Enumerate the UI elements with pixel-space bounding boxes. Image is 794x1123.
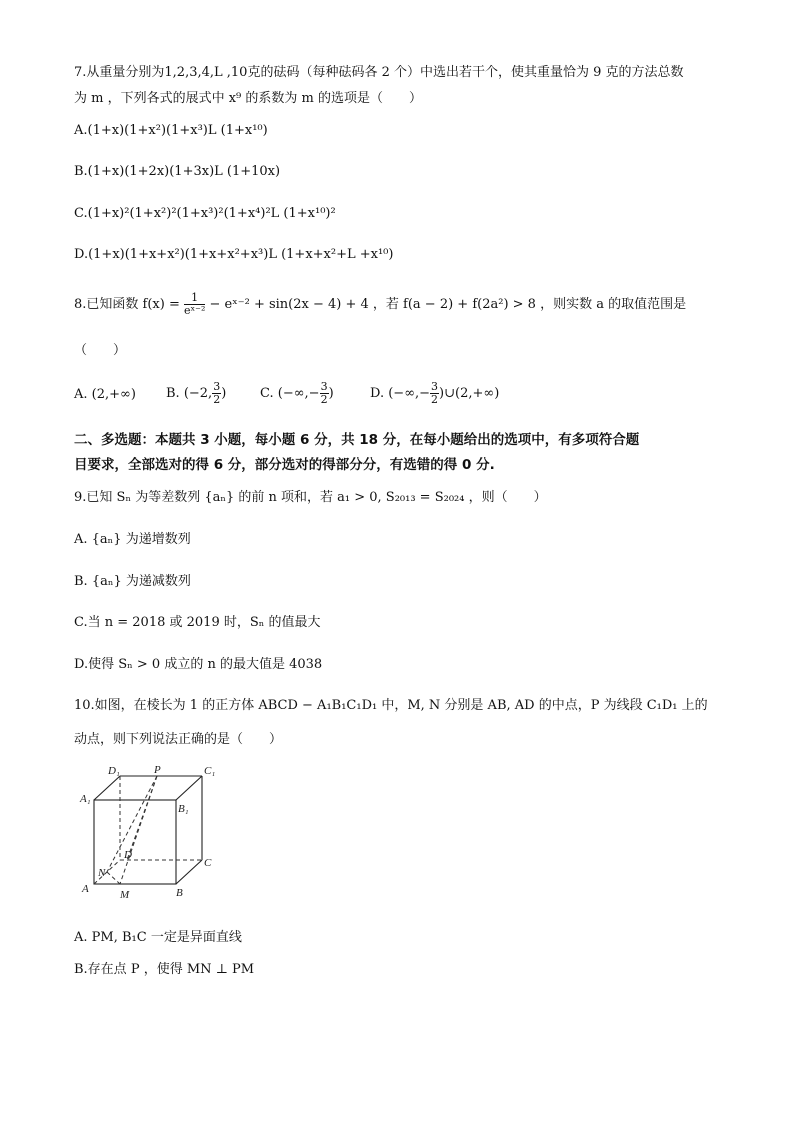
q9-option-a: A. {aₙ} 为递增数列 xyxy=(74,532,191,547)
cube-figure xyxy=(72,764,232,909)
q9-option-c: C.当 n = 2018 或 2019 时，Sₙ 的值最大 xyxy=(74,615,321,630)
q8-option-d-num: 3 xyxy=(431,380,439,393)
label-a: A xyxy=(82,883,89,895)
edge-b1-c1 xyxy=(176,776,202,800)
q7-option-b: B.(1+x)(1+2x)(1+3x)L (1+10x) xyxy=(74,164,281,179)
q9-option-b: B. {aₙ} 为递减数列 xyxy=(74,574,191,589)
q8-option-b-pre: B. (−2, xyxy=(166,386,213,401)
label-n: N xyxy=(98,867,106,879)
q8-stem xyxy=(74,292,686,317)
q7-option-a: A.(1+x)(1+x²)(1+x³)L (1+x¹⁰) xyxy=(74,123,268,138)
q8-option-c-den: 2 xyxy=(320,393,328,406)
q8-option-c xyxy=(260,381,334,406)
q8-stem-post: − eˣ⁻² + sin(2x − 4) + 4 ，若 f(a − 2) + f(2a²) > 8 ，则实数 a 的取值范围是 xyxy=(205,297,687,312)
label-d1: D₁ xyxy=(108,765,120,777)
label-p: P xyxy=(154,764,161,776)
q8-option-c-num: 3 xyxy=(320,380,328,393)
q8-option-a: A. (2,+∞) xyxy=(74,387,136,402)
q8-option-c-frac xyxy=(320,381,329,406)
q8-stem-pre: 8.已知函数 f(x) = xyxy=(74,297,184,312)
q8-frac-den: eˣ⁻² xyxy=(183,304,206,317)
section2-heading-line1: 二、多选题：本题共 3 小题，每小题 6 分，共 18 分，在每小题给出的选项中，有多项符合题 xyxy=(74,432,640,448)
q7-option-c: C.(1+x)²(1+x²)²(1+x³)²(1+x⁴)²L (1+x¹⁰)² xyxy=(74,206,336,221)
label-m: M xyxy=(120,889,130,901)
q7-stem-line1: 7.从重量分别为1,2,3,4,L ,10克的砝码（每种砝码各 2 个）中选出若干个，使其重量恰为 9 克的方法总数 xyxy=(74,65,684,80)
q8-frac-num: 1 xyxy=(184,292,205,305)
section2-heading-line2: 目要求，全部选对的得 6 分，部分选对的得部分分，有选错的得 0 分. xyxy=(74,457,495,473)
q9-option-d: D.使得 Sₙ > 0 成立的 n 的最大值是 4038 xyxy=(74,657,323,672)
q8-fraction xyxy=(184,292,205,317)
q7-stem-line2: 为 m ，下列各式的展式中 x⁹ 的系数为 m 的选项是（ ） xyxy=(74,91,422,106)
q9-stem: 9.已知 Sₙ 为等差数列 {aₙ} 的前 n 项和，若 a₁ > 0, S₂₀₁₃ = S₂₀₂₄ ，则（ ） xyxy=(74,490,547,505)
q7-option-d: D.(1+x)(1+x+x²)(1+x+x²+x³)L (1+x+x²+L +x¹⁰) xyxy=(74,247,394,262)
q8-option-d-frac xyxy=(430,381,439,406)
q8-option-d xyxy=(370,381,499,406)
q10-stem-line1: 10.如图，在棱长为 1 的正方体 ABCD − A₁B₁C₁D₁ 中，M, N 分别是 AB, AD 的中点，P 为线段 C₁D₁ 上的 xyxy=(74,698,708,713)
q10-stem-line2: 动点，则下列说法正确的是（ ） xyxy=(74,732,283,747)
q8-option-b-num: 3 xyxy=(213,380,221,393)
q8-option-d-pre: D. (−∞,− xyxy=(370,386,431,401)
q8-option-b-close: ) xyxy=(221,386,227,401)
q8-option-c-pre: C. (−∞,− xyxy=(260,386,320,401)
segment-n-m-hidden xyxy=(107,872,120,884)
q8-option-b-frac xyxy=(212,381,221,406)
q8-option-c-close: ) xyxy=(328,386,334,401)
label-b: B xyxy=(176,887,183,899)
front-face xyxy=(94,800,176,884)
q10-option-a: A. PM, B₁C 一定是异面直线 xyxy=(74,930,242,945)
q8-option-b-den: 2 xyxy=(213,393,221,406)
edge-b-c xyxy=(176,860,202,884)
label-c: C xyxy=(204,857,212,869)
segment-p-n-hidden xyxy=(107,776,157,872)
label-b1: B₁ xyxy=(178,803,189,815)
q10-option-b: B.存在点 P ，使得 MN ⊥ PM xyxy=(74,962,255,977)
q8-answer-paren: （ ） xyxy=(74,343,127,358)
q8-option-b xyxy=(166,381,226,406)
label-d: D xyxy=(124,849,132,861)
q8-option-d-post: )∪(2,+∞) xyxy=(439,386,500,401)
edge-a1-d1 xyxy=(94,776,120,800)
label-c1: C₁ xyxy=(204,765,216,777)
label-a1: A₁ xyxy=(80,793,91,805)
q8-option-d-den: 2 xyxy=(431,393,439,406)
segment-p-d-hidden xyxy=(127,776,157,860)
